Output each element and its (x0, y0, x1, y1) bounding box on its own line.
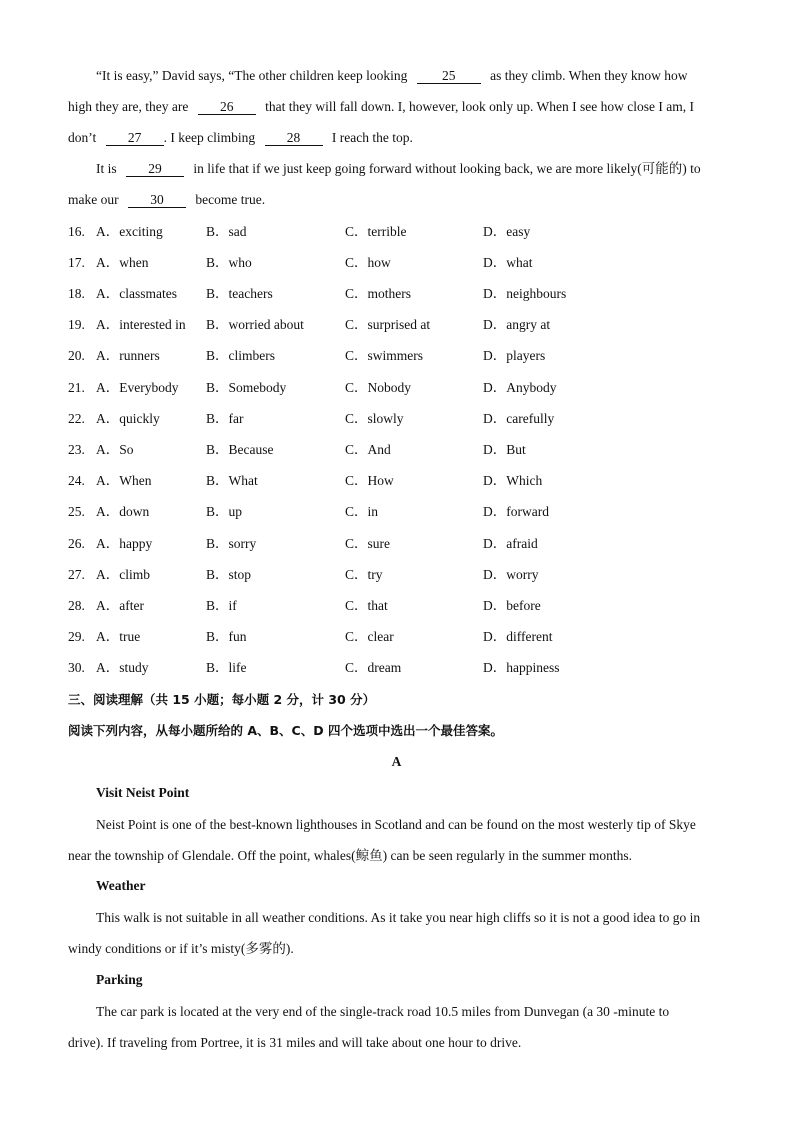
option-a: A．When (96, 473, 152, 488)
option-c: C．surprised at (345, 317, 431, 332)
weather-line-2: windy conditions or if it’s misty(多雾的). (68, 941, 294, 956)
option-d: D．carefully (483, 411, 555, 426)
passage-text: make our (68, 192, 119, 207)
option-b: B．far (206, 411, 244, 426)
passage-line (68, 129, 726, 147)
option-c: C．clear (345, 629, 394, 644)
blank-number: 28 (286, 130, 301, 145)
question-number: 24. (68, 473, 85, 488)
option-a: A．So (96, 442, 134, 457)
blank-number: 29 (148, 161, 162, 176)
option-c: C．sure (345, 536, 390, 551)
passage-line (68, 98, 726, 116)
option-d: D．what (483, 255, 533, 270)
option-c: C．slowly (345, 411, 404, 426)
part-label: A (391, 754, 402, 769)
passage-text: don’t (68, 130, 97, 145)
option-d: D．neighbours (483, 286, 567, 301)
option-d: D．happiness (483, 660, 560, 675)
option-d: D．But (483, 442, 526, 457)
passage-text: in life that if we just keep going forward without looking back, we are more likely(可能的) to (193, 161, 701, 176)
option-b: B．if (206, 598, 237, 613)
option-b: B．Somebody (206, 380, 287, 395)
section-title: 三、阅读理解（共 15 小题；每小题 2 分，计 30 分） (68, 692, 376, 707)
passage-text: high they are, they are (68, 99, 189, 114)
option-b: B．fun (206, 629, 247, 644)
option-c: C．mothers (345, 286, 411, 301)
blank-28 (265, 130, 323, 146)
option-d: D．worry (483, 567, 539, 582)
article-title: Visit Neist Point (96, 785, 190, 800)
option-c: C．terrible (345, 224, 407, 239)
article-intro-line-1 (96, 816, 726, 834)
option-a: A．quickly (96, 411, 160, 426)
passage-line (96, 160, 726, 178)
article-text: Neist Point is one of the best-known lighthouses in Scotland and can be found on the most westerly tip of Skye (96, 817, 696, 832)
option-b: B．Because (206, 442, 274, 457)
blank-27 (106, 130, 164, 146)
question-number: 20. (68, 348, 85, 363)
option-a: A．study (96, 660, 149, 675)
option-d: D．easy (483, 224, 531, 239)
section-instruction: 阅读下列内容，从每小题所给的 A、B、C、D 四个选项中选出一个最佳答案。 (68, 723, 503, 738)
question-number: 29. (68, 629, 85, 644)
blank-number: 27 (127, 130, 142, 145)
question-number: 17. (68, 255, 85, 270)
parking-line-1: The car park is located at the very end of the single-track road 10.5 miles from Dunvegan (a 30 -minute to (96, 1004, 670, 1019)
passage-line (96, 67, 726, 85)
blank-number: 25 (442, 68, 456, 83)
option-a: A．runners (96, 348, 160, 363)
question-number: 18. (68, 286, 85, 301)
option-a: A．after (96, 598, 144, 613)
option-c: C．Nobody (345, 380, 412, 395)
option-c: C．dream (345, 660, 402, 675)
passage-text: . I keep climbing (163, 130, 256, 145)
weather-line-1: This walk is not suitable in all weather conditions. As it take you near high cliffs so it is not a good idea to go in (96, 910, 701, 925)
blank-25 (417, 68, 481, 84)
article-intro-line-2: near the township of Glendale. Off the point, whales(鲸鱼) can be seen regularly in the summer months. (68, 848, 632, 863)
option-a: A．happy (96, 536, 153, 551)
option-b: B．teachers (206, 286, 273, 301)
passage-line (68, 191, 726, 209)
option-a: A．interested in (96, 317, 186, 332)
question-number: 30. (68, 660, 85, 675)
passage-text: as they climb. When they know how (490, 68, 688, 83)
question-number: 16. (68, 224, 85, 239)
question-number: 22. (68, 411, 85, 426)
question-number: 26. (68, 536, 85, 551)
blank-29 (126, 161, 184, 177)
option-b: B．who (206, 255, 252, 270)
option-a: A．true (96, 629, 141, 644)
option-b: B．sorry (206, 536, 257, 551)
option-a: A．exciting (96, 224, 163, 239)
option-d: D．different (483, 629, 553, 644)
option-d: D．players (483, 348, 546, 363)
option-c: C．in (345, 504, 379, 519)
option-c: C．And (345, 442, 391, 457)
question-number: 19. (68, 317, 85, 332)
option-d: D．Anybody (483, 380, 557, 395)
blank-number: 30 (150, 192, 164, 207)
option-c: C．swimmers (345, 348, 424, 363)
parking-line-2: drive). If traveling from Portree, it is 31 miles and will take about one hour to drive. (68, 1035, 522, 1050)
weather-heading: Weather (96, 878, 146, 893)
option-d: D．afraid (483, 536, 538, 551)
option-c: C．try (345, 567, 383, 582)
parking-heading: Parking (96, 972, 143, 987)
question-number: 27. (68, 567, 85, 582)
option-a: A．Everybody (96, 380, 179, 395)
passage-text: “It is easy,” David says, “The other children keep looking (96, 68, 408, 83)
option-a: A．classmates (96, 286, 177, 301)
question-number: 21. (68, 380, 85, 395)
option-b: B．up (206, 504, 243, 519)
option-d: D．angry at (483, 317, 551, 332)
option-d: D．before (483, 598, 541, 613)
passage-text: that they will fall down. I, however, look only up. When I see how close I am, I (265, 99, 694, 114)
blank-30 (128, 192, 186, 208)
question-number: 28. (68, 598, 85, 613)
option-b: B．sad (206, 224, 247, 239)
passage-text: It is (96, 161, 117, 176)
option-c: C．How (345, 473, 394, 488)
option-b: B．worried about (206, 317, 304, 332)
option-a: A．when (96, 255, 149, 270)
passage-text: I reach the top. (331, 130, 413, 145)
option-c: C．that (345, 598, 388, 613)
blank-number: 26 (219, 99, 234, 114)
option-b: B．stop (206, 567, 252, 582)
option-b: B．climbers (206, 348, 275, 363)
option-c: C．how (345, 255, 391, 270)
option-b: B．life (206, 660, 247, 675)
blank-26 (198, 99, 256, 115)
question-number: 25. (68, 504, 85, 519)
question-number: 23. (68, 442, 85, 457)
option-d: D．Which (483, 473, 543, 488)
passage-text: become true. (195, 192, 266, 207)
option-a: A．down (96, 504, 150, 519)
option-a: A．climb (96, 567, 150, 582)
option-b: B．What (206, 473, 258, 488)
option-d: D．forward (483, 504, 549, 519)
